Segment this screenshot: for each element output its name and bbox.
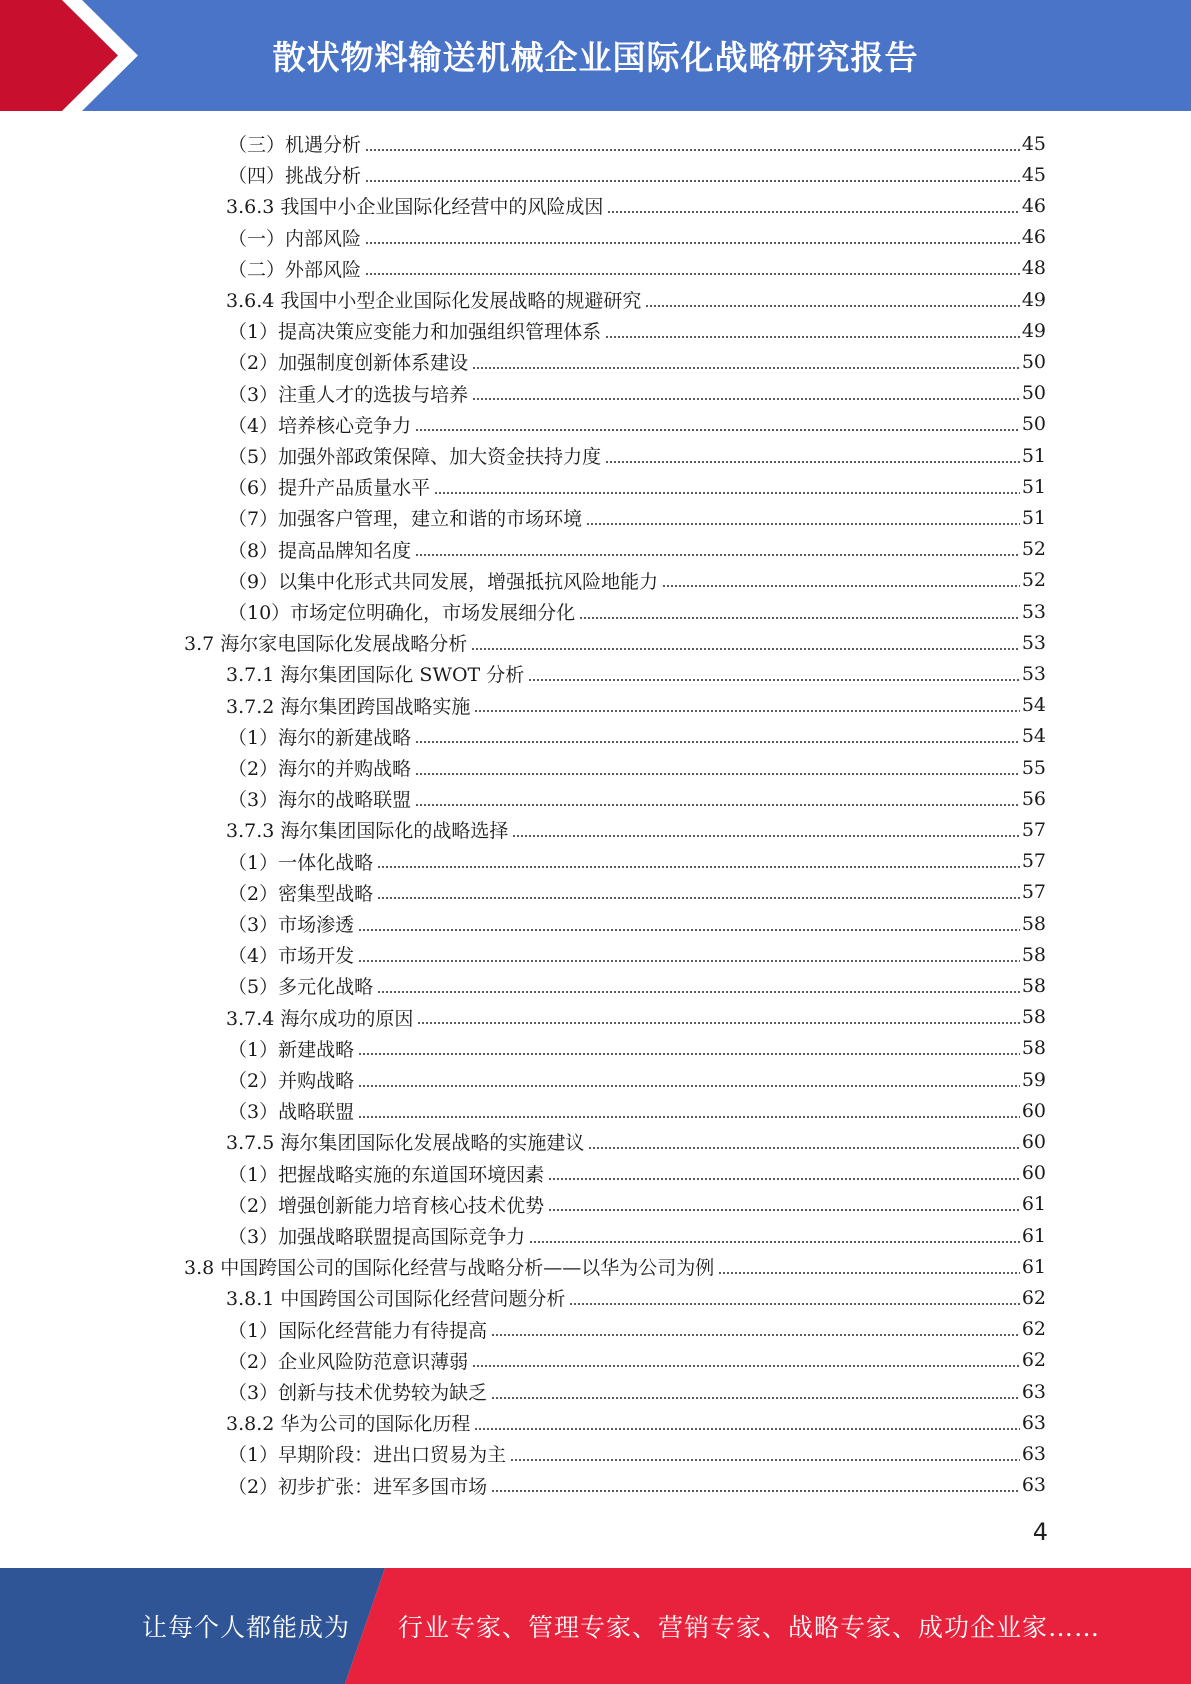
toc-dot-leader [588,1147,1019,1149]
toc-dot-leader [528,679,1020,681]
toc-dot-leader [548,1178,1020,1180]
toc-dot-leader [491,1334,1020,1336]
toc-entry[interactable] [228,1345,1046,1376]
toc-entry-title: （4）培养核心竞争力 [228,414,412,437]
toc-entry-page: 57 [1021,818,1046,841]
toc-entry-title: （1）把握战略实施的东道国环境因素 [228,1163,545,1186]
toc-dot-leader [510,1459,1020,1461]
toc-entry-page: 53 [1021,662,1046,685]
toc-entry-title: （5）多元化战略 [228,976,374,999]
header-arrow-icon [0,0,160,111]
toc-entry-page: 58 [1021,943,1046,966]
toc-dot-leader [491,1397,1020,1399]
toc-entry-title: （2）增强创新能力培育核心技术优势 [228,1194,545,1217]
footer-slogan-left: 让每个人都能成为 [142,1613,351,1642]
toc-entry[interactable] [228,1470,1046,1501]
toc-entry-title: （9）以集中化形式共同发展，增强抵抗风险地能力 [228,570,659,593]
toc-entry[interactable] [226,658,1046,689]
toc-dot-leader [365,180,1020,182]
toc-entry-title: （3）战略联盟 [228,1101,355,1124]
page-number: 4 [1032,1518,1048,1546]
toc-entry-page: 50 [1021,382,1046,405]
toc-entry-page: 51 [1021,506,1046,529]
toc-entry[interactable] [228,534,1046,565]
toc-entry-page: 58 [1021,912,1046,935]
toc-entry-title: （3）海尔的战略联盟 [228,789,412,812]
toc-entry[interactable] [228,721,1046,752]
toc-dot-leader [358,1085,1020,1087]
toc-entry[interactable] [226,1407,1046,1438]
toc-entry-page: 63 [1021,1442,1046,1465]
toc-dot-leader [474,1428,1019,1430]
toc-entry[interactable] [228,846,1046,877]
toc-entry[interactable] [228,1064,1046,1095]
toc-entry-page: 63 [1021,1411,1046,1434]
toc-dot-leader [512,835,1019,837]
toc-entry[interactable] [228,1095,1046,1126]
toc-entry[interactable] [228,1376,1046,1407]
toc-entry[interactable] [228,939,1046,970]
toc-entry[interactable] [228,970,1046,1001]
toc-entry-title: （四）挑战分析 [228,165,362,188]
toc-entry-page: 49 [1021,319,1046,342]
toc-dot-leader [365,273,1020,275]
header-banner [0,0,1191,111]
toc-entry-page: 63 [1021,1380,1046,1403]
toc-dot-leader [718,1272,1020,1274]
toc-entry-page: 58 [1021,1037,1046,1060]
toc-entry-title: （二）外部风险 [228,258,362,281]
toc-entry-page: 63 [1021,1474,1046,1497]
document-title: 散状物料输送机械企业国际化战略研究报告 [272,38,919,77]
toc-entry[interactable] [228,1220,1046,1251]
toc-entry-page: 45 [1021,163,1046,186]
toc-entry[interactable] [226,690,1046,721]
toc-entry-page: 58 [1021,974,1046,997]
toc-entry[interactable] [228,253,1046,284]
toc-dot-leader [377,991,1020,993]
toc-entry-page: 61 [1021,1193,1046,1216]
toc-entry-title: 3.7.1 海尔集团国际化 SWOT 分析 [226,664,525,687]
toc-entry[interactable] [226,284,1046,315]
toc-dot-leader [365,242,1020,244]
toc-dot-leader [645,305,1019,307]
toc-entry[interactable] [228,752,1046,783]
toc-entry-title: （2）企业风险防范意识薄弱 [228,1350,469,1373]
toc-entry-page: 60 [1021,1099,1046,1122]
toc-entry-title: （1）海尔的新建战略 [228,726,412,749]
toc-dot-leader [491,1490,1020,1492]
toc-entry-page: 62 [1021,1318,1046,1341]
toc-entry-title: 3.8 中国跨国公司的国际化经营与战略分析——以华为公司为例 [184,1257,715,1280]
toc-entry[interactable] [228,440,1046,471]
toc-dot-leader [579,617,1020,619]
toc-entry-page: 50 [1021,413,1046,436]
toc-entry-title: （10）市场定位明确化，市场发展细分化 [228,602,576,624]
toc-entry-title: 3.8.1 中国跨国公司国际化经营问题分析 [226,1288,566,1311]
toc-entry-page: 51 [1021,444,1046,467]
toc-dot-leader [377,866,1020,868]
toc-entry-title: （1）一体化战略 [228,851,374,874]
toc-entry-page: 58 [1021,1006,1046,1029]
toc-entry-page: 54 [1021,694,1046,717]
toc-entry[interactable] [228,1158,1046,1189]
toc-entry[interactable] [226,1002,1046,1033]
toc-dot-leader [548,1209,1020,1211]
toc-entry-page: 62 [1021,1349,1046,1372]
toc-entry-title: （8）提高品牌知名度 [228,539,412,562]
toc-entry[interactable] [228,222,1046,253]
toc-entry-page: 55 [1021,756,1046,779]
toc-entry-title: 3.7 海尔家电国际化发展战略分析 [184,633,468,656]
toc-entry-page: 57 [1021,850,1046,873]
toc-entry-title: 3.7.4 海尔成功的原因 [226,1007,414,1030]
toc-dot-leader [607,211,1019,213]
toc-entry[interactable] [228,315,1046,346]
toc-entry-page: 54 [1021,725,1046,748]
toc-entry-title: 3.6.4 我国中小型企业国际化发展战略的规避研究 [226,290,642,312]
toc-entry[interactable] [228,502,1046,533]
toc-dot-leader [415,554,1020,556]
toc-entry[interactable] [228,378,1046,409]
toc-entry-title: （3）创新与技术优势较为缺乏 [228,1382,488,1404]
footer-slogan-right: 行业专家、管理专家、营销专家、战略专家、成功企业家…… [398,1613,1101,1642]
toc-entry-title: （3）加强战略联盟提高国际竞争力 [228,1226,526,1248]
toc-entry[interactable] [228,1189,1046,1220]
toc-entry-page: 59 [1021,1068,1046,1091]
toc-dot-leader [605,461,1020,463]
toc-entry-title: （三）机遇分析 [228,134,362,156]
toc-entry-page: 61 [1021,1255,1046,1278]
toc-dot-leader [358,929,1020,931]
toc-dot-leader [472,1365,1020,1367]
toc-entry-title: 3.6.3 我国中小企业国际化经营中的风险成因 [226,196,604,219]
toc-dot-leader [358,1116,1020,1118]
toc-entry-title: 3.7.5 海尔集团国际化发展战略的实施建议 [226,1132,585,1155]
toc-entry-page: 45 [1021,132,1046,155]
toc-entry[interactable] [226,1126,1046,1157]
toc-dot-leader [472,367,1020,369]
toc-entry-page: 50 [1021,350,1046,373]
toc-entry-page: 56 [1021,787,1046,810]
toc-entry[interactable] [228,783,1046,814]
toc-entry-title: （3）注重人才的选拔与培养 [228,383,469,406]
toc-dot-leader [417,1022,1019,1024]
toc-dot-leader [434,492,1020,494]
toc-entry-title: （3）市场渗透 [228,914,355,936]
toc-entry-page: 57 [1021,881,1046,904]
toc-dot-leader [471,648,1020,650]
toc-entry[interactable] [184,1251,1046,1282]
toc-dot-leader [529,1241,1020,1243]
toc-entry-title: （1）新建战略 [228,1038,355,1061]
toc-dot-leader [377,897,1020,899]
toc-entry-page: 62 [1021,1286,1046,1309]
toc-entry[interactable] [184,627,1046,658]
toc-entry-page: 52 [1021,569,1046,592]
toc-entry[interactable] [228,409,1046,440]
toc-entry[interactable] [228,471,1046,502]
toc-entry-page: 61 [1021,1224,1046,1247]
toc-dot-leader [605,336,1020,338]
toc-dot-leader [415,804,1020,806]
toc-entry-title: （2）初步扩张：进军多国市场 [228,1475,488,1498]
toc-entry[interactable] [228,1438,1046,1469]
toc-entry-page: 53 [1021,600,1046,623]
toc-entry-page: 60 [1021,1162,1046,1185]
toc-entry[interactable] [228,1033,1046,1064]
toc-entry-title: （1）国际化经营能力有待提高 [228,1319,488,1342]
toc-entry-page: 53 [1021,631,1046,654]
toc-dot-leader [474,710,1019,712]
toc-entry-title: （2）密集型战略 [228,882,374,905]
toc-entry-page: 46 [1021,194,1046,217]
toc-entry[interactable] [228,596,1046,627]
toc-entry-title: （1）提高决策应变能力和加强组织管理体系 [228,321,602,344]
toc-dot-leader [365,149,1020,151]
toc-entry-title: （5）加强外部政策保障、加大资金扶持力度 [228,446,602,468]
toc-entry[interactable] [228,877,1046,908]
toc-dot-leader [415,429,1020,431]
toc-entry[interactable] [228,128,1046,159]
toc-dot-leader [472,398,1020,400]
toc-entry-title: （2）加强制度创新体系建设 [228,352,469,375]
toc-entry[interactable] [228,1314,1046,1345]
toc-dot-leader [358,1053,1020,1055]
toc-entry-page: 48 [1021,257,1046,280]
toc-entry-title: （4）市场开发 [228,945,355,968]
toc-entry[interactable] [226,1282,1046,1313]
toc-entry[interactable] [226,190,1046,221]
toc-entry-title: （2）海尔的并购战略 [228,758,412,780]
toc-entry[interactable] [228,565,1046,596]
toc-entry-title: （一）内部风险 [228,227,362,250]
toc-dot-leader [662,585,1020,587]
toc-dot-leader [415,773,1020,775]
toc-entry-title: （6）提升产品质量水平 [228,477,431,500]
toc-dot-leader [569,1303,1019,1305]
toc-dot-leader [415,741,1020,743]
toc-entry-page: 60 [1021,1130,1046,1153]
toc-entry-title: （7）加强客户管理，建立和谐的市场环境 [228,508,583,531]
toc-entry-page: 49 [1021,288,1046,311]
toc-entry-title: 3.8.2 华为公司的国际化历程 [226,1413,471,1436]
toc-entry-title: （1）早期阶段：进出口贸易为主 [228,1444,507,1467]
toc-entry-title: （2）并购战略 [228,1070,355,1092]
toc-entry[interactable] [228,908,1046,939]
toc-dot-leader [586,523,1020,525]
footer-banner [0,1568,1191,1684]
toc-entry-page: 46 [1021,226,1046,249]
toc-entry-page: 51 [1021,475,1046,498]
toc-entry[interactable] [228,159,1046,190]
toc-entry[interactable] [226,814,1046,845]
toc-entry[interactable] [228,346,1046,377]
toc-entry-page: 52 [1021,538,1046,561]
toc-entry-title: 3.7.3 海尔集团国际化的战略选择 [226,820,509,843]
toc-dot-leader [358,960,1020,962]
toc-entry-title: 3.7.2 海尔集团跨国战略实施 [226,695,471,718]
